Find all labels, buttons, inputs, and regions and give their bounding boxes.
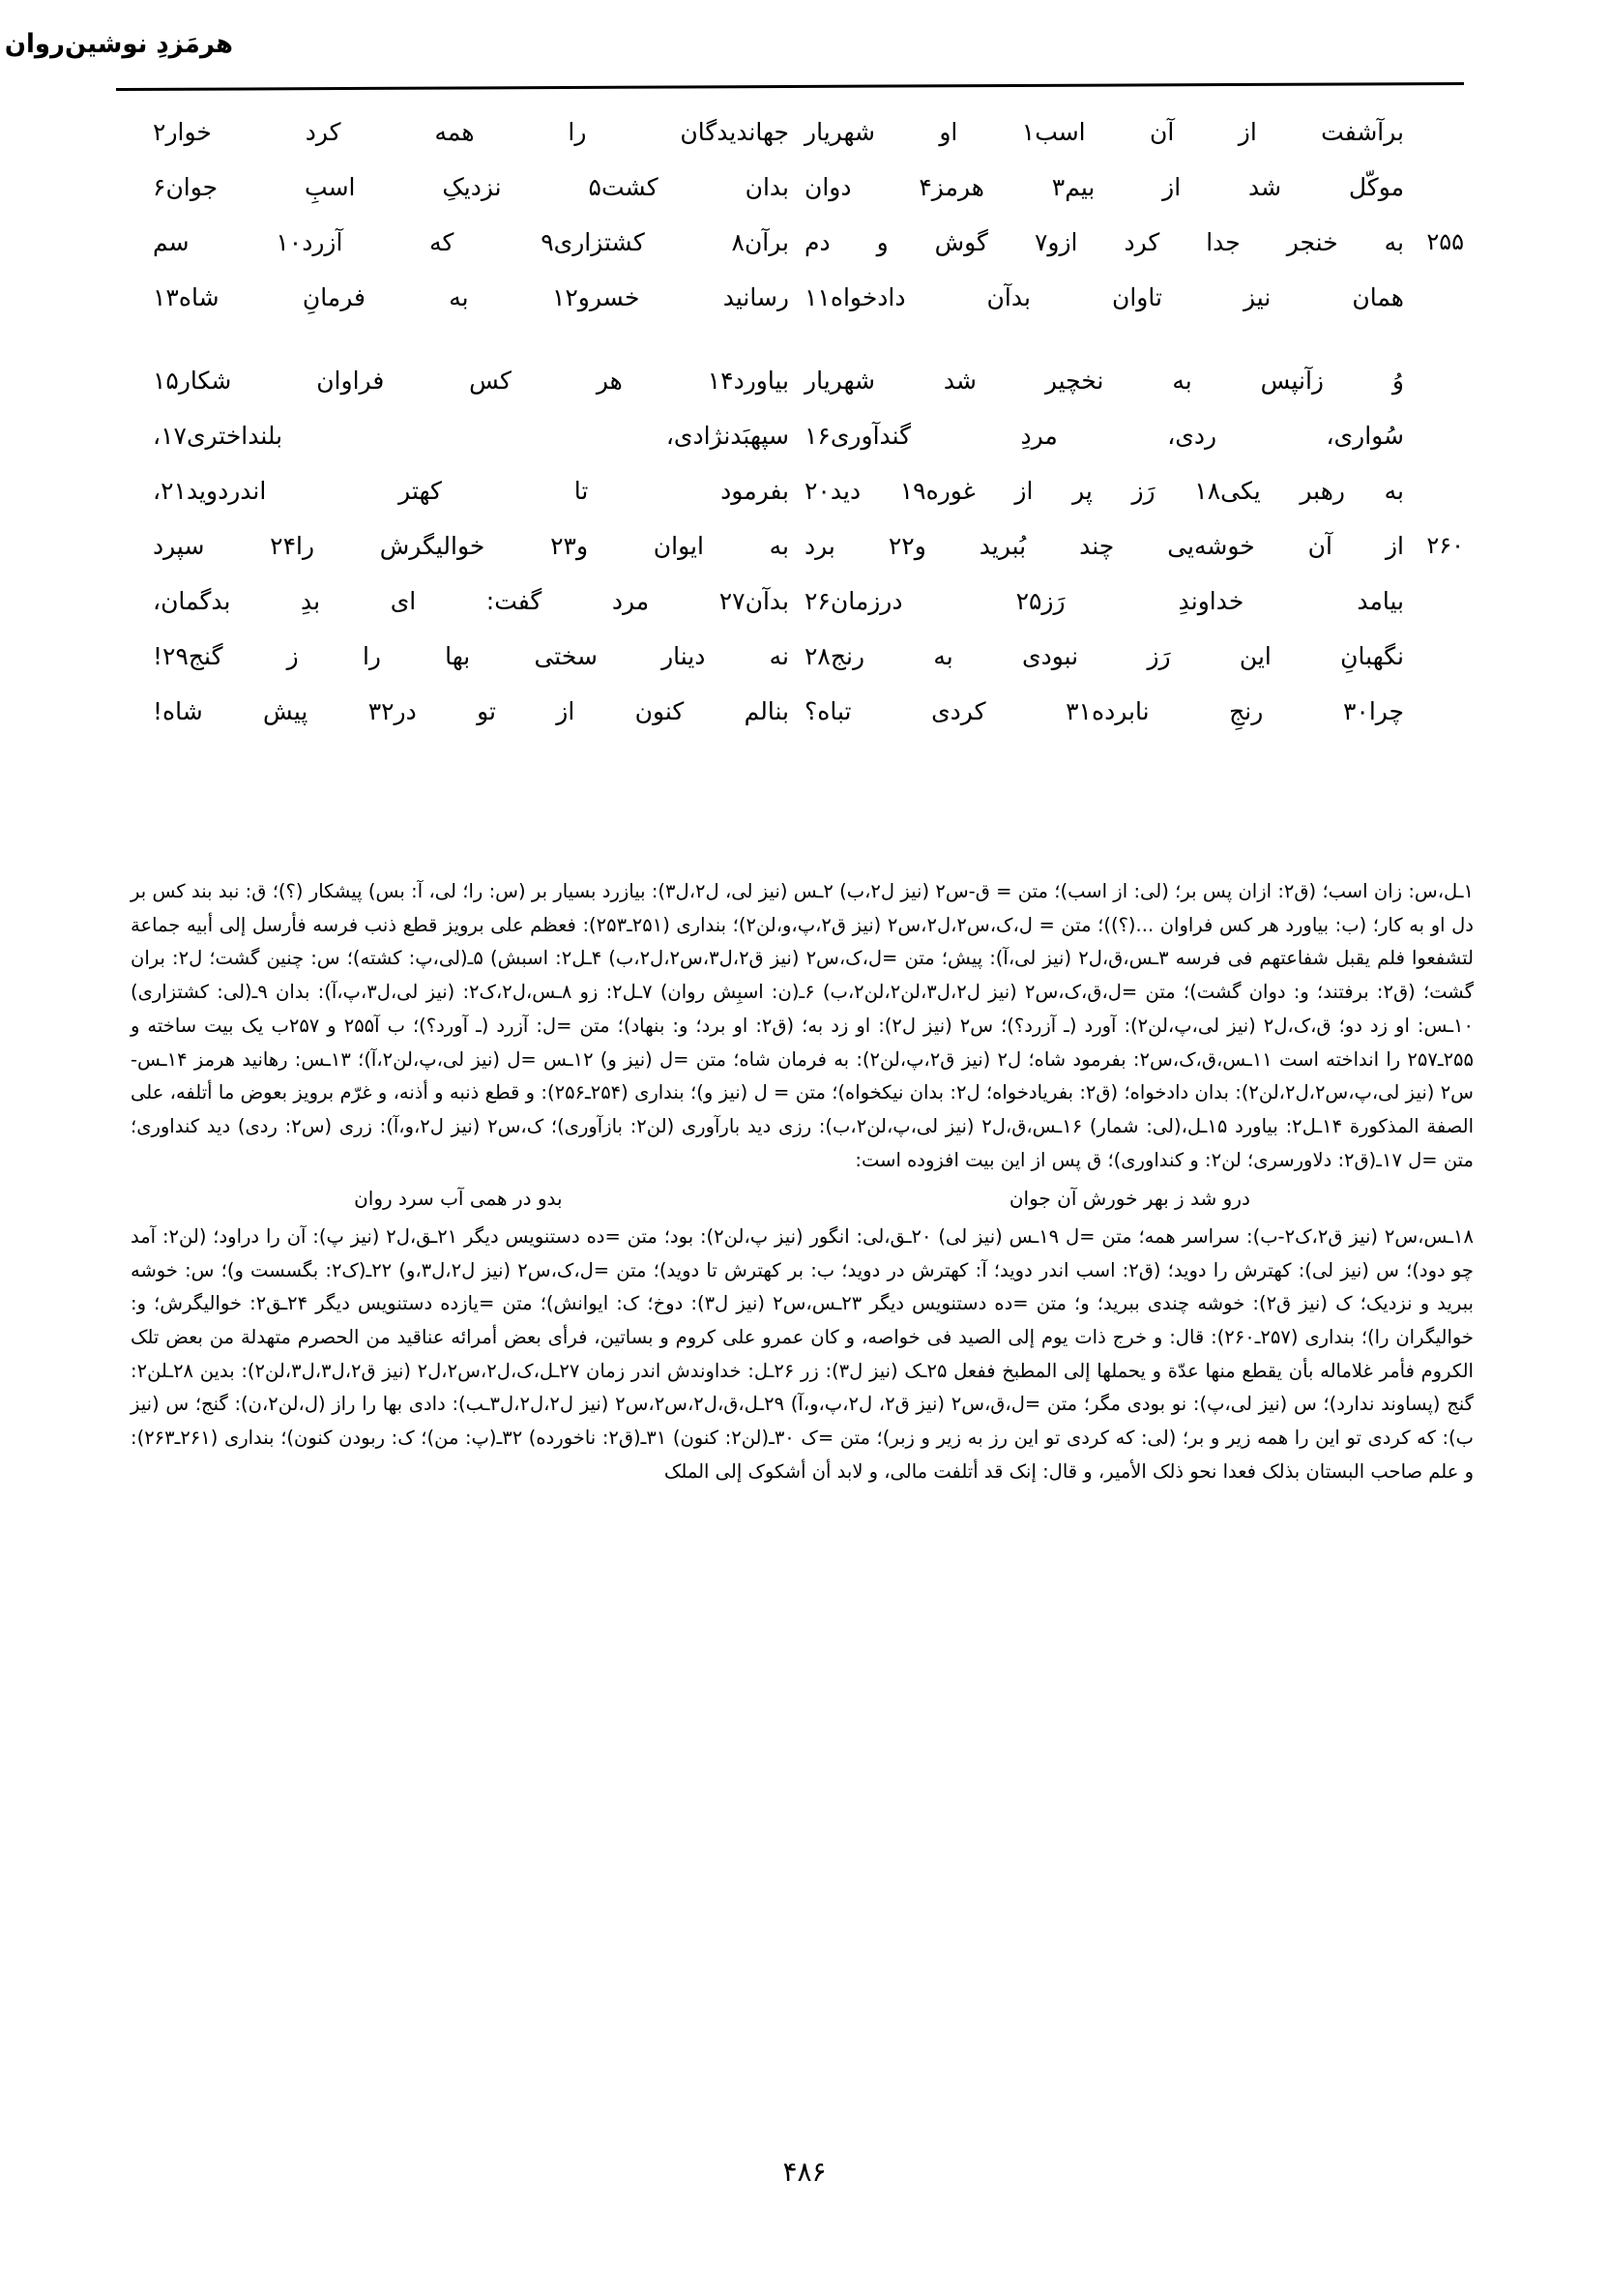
hemistich-text: چرا۳۰ رنجِ نابرده۳۱ کردی تباه؟ <box>804 697 1405 725</box>
hemistich-text: به ایوان و۲۳ خوالیگرش را۲۴ سپرد <box>153 532 789 560</box>
hemistich-text: وُ زآنپس به نخچیر شد شهریار <box>804 367 1404 395</box>
hemistich-text: جهاندیدگان را همه کرد خوار۲ <box>153 118 789 146</box>
verse-line <box>145 418 1464 460</box>
hemistich-right <box>804 169 1464 206</box>
apparatus-paragraph: ۱ـل،س: زان اسب؛ (ق۲: ازان پس بر؛ (لی: از اسب)؛ متن = ق-س۲ (نیز ل۲،ب) ۲ـس (نیز لی، ل۲،ل۳): بیازرد بسیار بر (س: را؛ لی، آ: بس) پیشکار (؟)؛ ق: نبد بند کس بر دل او به کار؛ (ب: بیاورد هر کس فراوان ...(؟))؛ متن = ل،ک،س۲،ل۲،س۲ (نیز ق۲،پ،و،لن۲)؛ بنداری (۲۵۱ـ۲۵۳): فعظم علی برویز قطع ذنب فرسه فأرسل إلی أبیه جماعة لتشفعوا فلم یقبل شفاعتهم فی فرسه ۳ـس،ق،ل۲ (نیز لی،آ): پیش؛ متن =ل،ک،س۲ (نیز ق۲،ل۳،س۲،ل۲،ب) ۴ـل۲: اسبش) ۵ـ(لی،پ: کشته)؛ س: چنین گشت؛ ل۲: بران گشت؛ (ق۲: برفتند؛ و: دوان گشت)؛ متن =ل،ق،ک،س۲ (نیز ل۲،ل۳،لن۲،لن۲،ب) ۶ـ(ن: اسبِش روان) ۷ـل۲: زو ۸ـس،ل۲،ک۲: (نیز لی،ل۳،پ،آ): بدان ۹ـ(لی: کشتزاری) ۱۰ـس: او زد دو؛ ق،ک،ل۲ (نیز لی،پ،لن۲): آورد (ـ آزرد؟)؛ س۲ (نیز ل۲): او زد به؛ (ق۲: او برد؛ و: بنهاد)؛ متن =ل: آزرد (ـ آورد؟)؛ ب آ۲۵۵ و ۲۵۷ب یک بیت ساخته و ۲۵۵ـ۲۵۷ را انداخته است ۱۱ـس،ق،ک،س۲: بفرمود شاه؛ ل۲ (نیز ق۲،پ،لن۲): به فرمان شاه؛ متن =ل (نیز و) ۱۲ـس =ل (نیز لی،پ،لن۲،آ)؛ ۱۳ـس: رهانید هرمز ۱۴ـس-س۲ (نیز لی،پ،س۲،ل۲،لن۲): بدان دادخواه؛ (ق۲: بفریادخواه؛ ل۲: بدان نیکخواه)؛ متن = ل (نیز و)؛ بنداری (۲۵۴ـ۲۵۶): و قطع ذنبه و أذنه، و غرّم برویز بعوض ما أتلفه، علی الصفة المذکورة ۱۴ـل۲: بیاورد ۱۵ـل،(لی: شمار) ۱۶ـس،ق،ل۲ (نیز لی،پ،لن۲،ب): رزی دید بارآوری (لن۲: بازآوری)؛ ک،س۲ (نیز ل۲،و،آ): زری (س۲: ردی) دید کنداوری؛ متن =ل ۱۷ـ(ق۲: دلاورسری؛ لن۲: و کنداوری)؛ ق پس از این بیت افزوده است: <box>131 880 1474 1171</box>
stanza <box>145 363 1464 736</box>
hemistich-left <box>145 280 804 316</box>
verse-line <box>145 363 1464 405</box>
interpolated-hemistich-left: بدو در همی آب سرد روان <box>354 1187 563 1211</box>
interpolated-verse <box>131 1182 1474 1217</box>
verse-line <box>145 638 1464 681</box>
verse-line <box>145 473 1464 515</box>
hemistich-left <box>145 473 804 510</box>
hemistich-text: برآشفت از آن اسب۱ او شهریار <box>804 118 1405 146</box>
apparatus-paragraph: ۱۸ـس،س۲ (نیز ق۲،ک۲-ب): سراسر همه؛ متن =ل ۱۹ـس (نیز لی) ۲۰ـق،لی: انگور (نیز پ،لن۲): بود؛ متن =ده دستنویس دیگر ۲۱ـق،ل۲ (نیز پ): آن را دراود؛ (لن۲: آمد چو دود)؛ س (نیز لی): کهترش را دوید؛ (ق۲: اسب اندر دوید؛ آ: کهترش در دوید؛ ب: بر کهترش تا دوید)؛ متن =ل،ک،س۲ (نیز ل۲،ل۳،و) ۲۲ـ(ک۲: بگسست و)؛ س: خوشه ببرید و نزدیک؛ ک (نیز ق۲): خوشه چندی ببرید؛ و؛ متن =ده دستنویس دیگر ۲۳ـس،س۲ (نیز ل۳): دوخ؛ ک: ایوانش)؛ متن =یازده دستنویس دیگر ۲۴ـق۲: خوالیگرش؛ و: خوالیگران را)؛ بنداری (۲۵۷ـ۲۶۰): قال: و خرج ذات یوم إلی الصید فی خواصه، و کان عمرو علی کروم و بساتین، فرأی بعض أمرائه عناقید من الحصرم متهدلة من بعض تلک الکروم فأمر غلاماله بأن یقطع منها عدّة و یحملها إلی المطبخ ففعل ۲۵ـک (نیز ل۳): زر ۲۶ـل: خداوندش اندر زمان ۲۷ـل،ک،ل۲،س۲،ل۲ (نیز ق۲،ل۳،ل۳،لن۲): بدین ۲۸ـلن۲: گنج (پساوند ندارد)؛ س (نیز لی،پ): نو بودی مگر؛ متن =ل،ق،س۲ (نیز ق۲، ل۲،پ،و،آ) ۲۹ـل،ق،ل۲،س۲،س۲ (نیز ل۲،ل۲،ل۳ـب): دادی بها را راز (ل،لن۲،ن): گنج؛ س (نیز ب): که کردی تو این را همه زیر و بر؛ (لی: که کردی تو این رز به زیر و زبر)؛ متن =ک ۳۰ـ(لن۲: کنون) ۳۱ـ(ق۲: ناخورده) ۳۲ـ(پ: من)؛ ک: ربودن کنون)؛ بنداری (۲۶۱ـ۲۶۳): و علم صاحب البستان بذلک فعدا نحو ذلک الأمیر، و قال: إنک قد أتلفت مالی، و لابد أن أشکوک إلی الملک <box>131 1224 1474 1483</box>
hemistich-text: بدان کشت۵ نزدیکِ اسبِ جوان۶ <box>153 173 789 201</box>
verse-number: ۲۶۰ <box>1426 532 1464 559</box>
verse-line <box>145 114 1464 157</box>
hemistich-text: سپهبَدنژادی، بلنداختری۱۷، <box>153 422 789 450</box>
hemistich-text: به رهبر یکی۱۸ رَز پر از غوره۱۹ دید۲۰ <box>804 477 1404 505</box>
hemistich-right <box>804 363 1464 399</box>
running-head-text: هرمَزدِ نوشین‌روان <box>4 29 233 59</box>
hemistich-right <box>804 224 1464 261</box>
hemistich-left <box>145 693 804 730</box>
hemistich-text: سُواری، ردی، مردِ گندآوری۱۶ <box>804 422 1404 450</box>
hemistich-right <box>804 583 1464 620</box>
hemistich-left <box>145 363 804 399</box>
interpolated-hemistich-right: درو شد ز بهر خورش آن جوان <box>1009 1187 1250 1211</box>
hemistich-text: موکّل شد از بیم۳ هرمز۴ دوان <box>804 173 1404 201</box>
hemistich-text: بیامد خداوندِ رَز۲۵ درزمان۲۶ <box>804 587 1404 615</box>
hemistich-text: رسانید خسرو۱۲ به فرمانِ شاه۱۳ <box>153 283 789 311</box>
hemistich-left <box>145 169 804 206</box>
stanza <box>145 114 1464 322</box>
running-head <box>0 29 1464 59</box>
verse-section <box>145 114 1464 749</box>
hemistich-right <box>804 693 1464 730</box>
verse-line <box>145 528 1464 571</box>
verse-line <box>145 583 1464 626</box>
critical-apparatus <box>131 875 1474 1489</box>
hemistich-text: همان نیز تاوان بدآن دادخواه۱۱ <box>804 283 1404 311</box>
hemistich-text: بنالم کنون از تو در۳۲ پیش شاه! <box>153 697 789 725</box>
hemistich-right <box>804 528 1464 565</box>
verse-line <box>145 280 1464 322</box>
verse-line <box>145 169 1464 212</box>
header-rule <box>116 82 1464 91</box>
hemistich-left <box>145 224 804 261</box>
verse-number: ۲۵۵ <box>1426 228 1464 255</box>
hemistich-left <box>145 528 804 565</box>
verse-line <box>145 224 1464 267</box>
hemistich-right <box>804 418 1464 455</box>
hemistich-text: نه دینار سختی بها را ز گنج۲۹! <box>153 642 789 670</box>
hemistich-text: به خنجر جدا کرد ازو۷ گوش و دم <box>804 228 1404 256</box>
hemistich-text: بیاورد۱۴ هر کس فراوان شکار۱۵ <box>153 367 789 395</box>
hemistich-text: نگهبانِ این رَز نبودی به رنج۲۸ <box>804 642 1404 670</box>
hemistich-text: بفرمود تا کهتر اندردوید۲۱، <box>153 477 789 505</box>
hemistich-left <box>145 114 804 151</box>
page-number: ۴۸۶ <box>782 2156 827 2188</box>
hemistich-right <box>804 280 1464 316</box>
hemistich-right <box>804 114 1464 151</box>
hemistich-left <box>145 638 804 675</box>
hemistich-text: بدآن۲۷ مرد گفت: ای بدِ بدگمان، <box>153 587 789 615</box>
hemistich-left <box>145 583 804 620</box>
verse-line <box>145 693 1464 736</box>
hemistich-text: برآن۸ کشتزاری۹ که آزرد۱۰ سم <box>153 228 789 256</box>
hemistich-text: از آن خوشه‌یی چند بُبرید و۲۲ برد <box>804 532 1404 560</box>
hemistich-right <box>804 638 1464 675</box>
hemistich-right <box>804 473 1464 510</box>
hemistich-left <box>145 418 804 455</box>
